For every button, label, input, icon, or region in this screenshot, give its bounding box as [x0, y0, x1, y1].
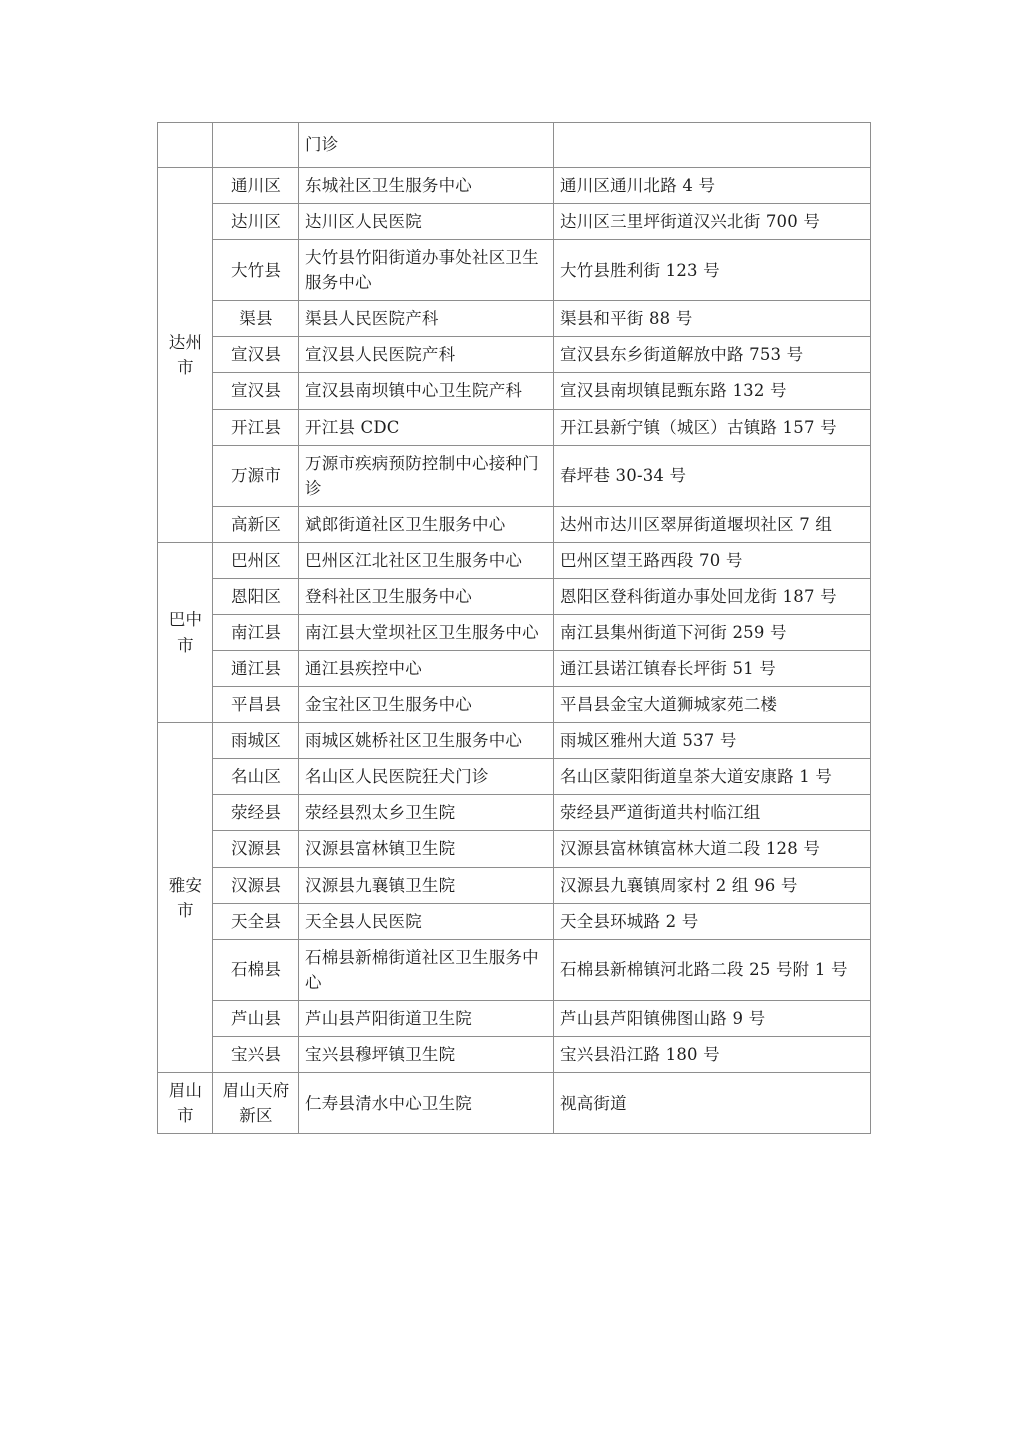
district-cell: 天全县: [213, 903, 299, 939]
table-row: [158, 240, 871, 301]
district-cell: 宣汉县: [213, 373, 299, 409]
institution-cell: 斌郎街道社区卫生服务中心: [299, 506, 554, 542]
district-cell: [213, 1073, 299, 1134]
table-row: [158, 506, 871, 542]
district-cell: 宣汉县: [213, 337, 299, 373]
city-cell: [158, 168, 213, 543]
table-row: [158, 831, 871, 867]
institution-cell: 宣汉县南坝镇中心卫生院产科: [299, 373, 554, 409]
institution-cell: 通江县疾控中心: [299, 651, 554, 687]
table-row: [158, 578, 871, 614]
address-cell: 视高街道: [554, 1073, 871, 1134]
institution-cell: 荥经县烈太乡卫生院: [299, 795, 554, 831]
city-cell: [158, 1073, 213, 1134]
cell-line: 眉山天府: [222, 1081, 290, 1101]
table-row: [158, 542, 871, 578]
address-cell: 宣汉县东乡街道解放中路 753 号: [554, 337, 871, 373]
address-cell: 石棉县新棉镇河北路二段 25 号附 1 号: [554, 939, 871, 1000]
table-row: [158, 1073, 871, 1134]
address-cell: 开江县新宁镇（城区）古镇路 157 号: [554, 409, 871, 445]
continuation-district-cell: [213, 123, 299, 168]
address-cell: 宣汉县南坝镇昆甄东路 132 号: [554, 373, 871, 409]
address-cell: 通川区通川北路 4 号: [554, 168, 871, 204]
institution-cell: 汉源县九襄镇卫生院: [299, 867, 554, 903]
table-row: [158, 337, 871, 373]
district-cell: 石棉县: [213, 939, 299, 1000]
district-cell: 通江县: [213, 651, 299, 687]
table-continuation-row: [158, 123, 871, 168]
address-cell: 巴州区望王路西段 70 号: [554, 542, 871, 578]
address-cell: 宝兴县沿江路 180 号: [554, 1036, 871, 1072]
address-cell: 渠县和平街 88 号: [554, 301, 871, 337]
address-cell: 恩阳区登科街道办事处回龙街 187 号: [554, 578, 871, 614]
table-row: [158, 759, 871, 795]
continuation-city-cell: [158, 123, 213, 168]
institution-cell: 南江县大堂坝社区卫生服务中心: [299, 615, 554, 651]
cell-line: 雅安: [168, 875, 203, 895]
institution-cell: 登科社区卫生服务中心: [299, 578, 554, 614]
table-row: [158, 867, 871, 903]
table-row: [158, 301, 871, 337]
table-row: [158, 615, 871, 651]
institution-cell: 石棉县新棉街道社区卫生服务中心: [299, 939, 554, 1000]
city-cell: [158, 723, 213, 1073]
institution-cell: 渠县人民医院产科: [299, 301, 554, 337]
cell-line: 市: [177, 357, 194, 377]
institution-cell: 东城社区卫生服务中心: [299, 168, 554, 204]
cell-line: 市: [177, 1106, 194, 1126]
table-row: [158, 373, 871, 409]
table-row: [158, 445, 871, 506]
address-cell: 名山区蒙阳街道皇茶大道安康路 1 号: [554, 759, 871, 795]
address-cell: 汉源县九襄镇周家村 2 组 96 号: [554, 867, 871, 903]
institution-cell: 宝兴县穆坪镇卫生院: [299, 1036, 554, 1072]
table-container: [157, 122, 870, 1134]
district-cell: 渠县: [213, 301, 299, 337]
institution-cell: 宣汉县人民医院产科: [299, 337, 554, 373]
table-row: [158, 723, 871, 759]
address-cell: 南江县集州街道下河街 259 号: [554, 615, 871, 651]
district-cell: 荥经县: [213, 795, 299, 831]
table-row: [158, 687, 871, 723]
continuation-institution-cell: 门诊: [299, 123, 554, 168]
city-cell: [158, 542, 213, 722]
cell-line: 新区: [239, 1106, 273, 1126]
continuation-address-cell: [554, 123, 871, 168]
district-cell: 汉源县: [213, 867, 299, 903]
cell-line: 眉山: [168, 1081, 203, 1101]
table-row: [158, 168, 871, 204]
cell-line: 市: [177, 635, 194, 655]
district-cell: 达川区: [213, 204, 299, 240]
institution-cell: 开江县 CDC: [299, 409, 554, 445]
address-cell: 汉源县富林镇富林大道二段 128 号: [554, 831, 871, 867]
institution-cell: 大竹县竹阳街道办事处社区卫生服务中心: [299, 240, 554, 301]
district-cell: 汉源县: [213, 831, 299, 867]
table-row: [158, 651, 871, 687]
address-cell: 雨城区雅州大道 537 号: [554, 723, 871, 759]
institution-cell: 巴州区江北社区卫生服务中心: [299, 542, 554, 578]
institution-cell: 万源市疾病预防控制中心接种门诊: [299, 445, 554, 506]
district-cell: 巴州区: [213, 542, 299, 578]
district-cell: 名山区: [213, 759, 299, 795]
table-row: [158, 1000, 871, 1036]
district-cell: 大竹县: [213, 240, 299, 301]
table-row: [158, 409, 871, 445]
district-cell: 平昌县: [213, 687, 299, 723]
institution-cell: 名山区人民医院狂犬门诊: [299, 759, 554, 795]
address-cell: 达州市达川区翠屏街道堰坝社区 7 组: [554, 506, 871, 542]
address-cell: 达川区三里坪街道汉兴北街 700 号: [554, 204, 871, 240]
address-cell: 荥经县严道街道共村临江组: [554, 795, 871, 831]
district-cell: 恩阳区: [213, 578, 299, 614]
address-cell: 天全县环城路 2 号: [554, 903, 871, 939]
district-cell: 通川区: [213, 168, 299, 204]
table-row: [158, 903, 871, 939]
institution-cell: 天全县人民医院: [299, 903, 554, 939]
institution-cell: 汉源县富林镇卫生院: [299, 831, 554, 867]
district-cell: 南江县: [213, 615, 299, 651]
table-row: [158, 204, 871, 240]
table-body: [158, 123, 871, 1134]
cell-line: 达州: [168, 332, 203, 352]
address-cell: 平昌县金宝大道狮城家苑二楼: [554, 687, 871, 723]
institution-cell: 雨城区姚桥社区卫生服务中心: [299, 723, 554, 759]
district-cell: 芦山县: [213, 1000, 299, 1036]
district-cell: 万源市: [213, 445, 299, 506]
address-cell: 通江县诺江镇春长坪街 51 号: [554, 651, 871, 687]
cell-line: 巴中: [168, 610, 203, 630]
address-cell: 春坪巷 30-34 号: [554, 445, 871, 506]
address-cell: 大竹县胜利街 123 号: [554, 240, 871, 301]
cell-line: 市: [177, 900, 194, 920]
table-row: [158, 939, 871, 1000]
address-cell: 芦山县芦阳镇佛图山路 9 号: [554, 1000, 871, 1036]
table-row: [158, 795, 871, 831]
institution-cell: 芦山县芦阳街道卫生院: [299, 1000, 554, 1036]
institution-cell: 金宝社区卫生服务中心: [299, 687, 554, 723]
institution-cell: 达川区人民医院: [299, 204, 554, 240]
vaccination-sites-table: [157, 122, 871, 1134]
district-cell: 宝兴县: [213, 1036, 299, 1072]
table-row: [158, 1036, 871, 1072]
institution-cell: 仁寿县清水中心卫生院: [299, 1073, 554, 1134]
district-cell: 开江县: [213, 409, 299, 445]
district-cell: 雨城区: [213, 723, 299, 759]
district-cell: 高新区: [213, 506, 299, 542]
